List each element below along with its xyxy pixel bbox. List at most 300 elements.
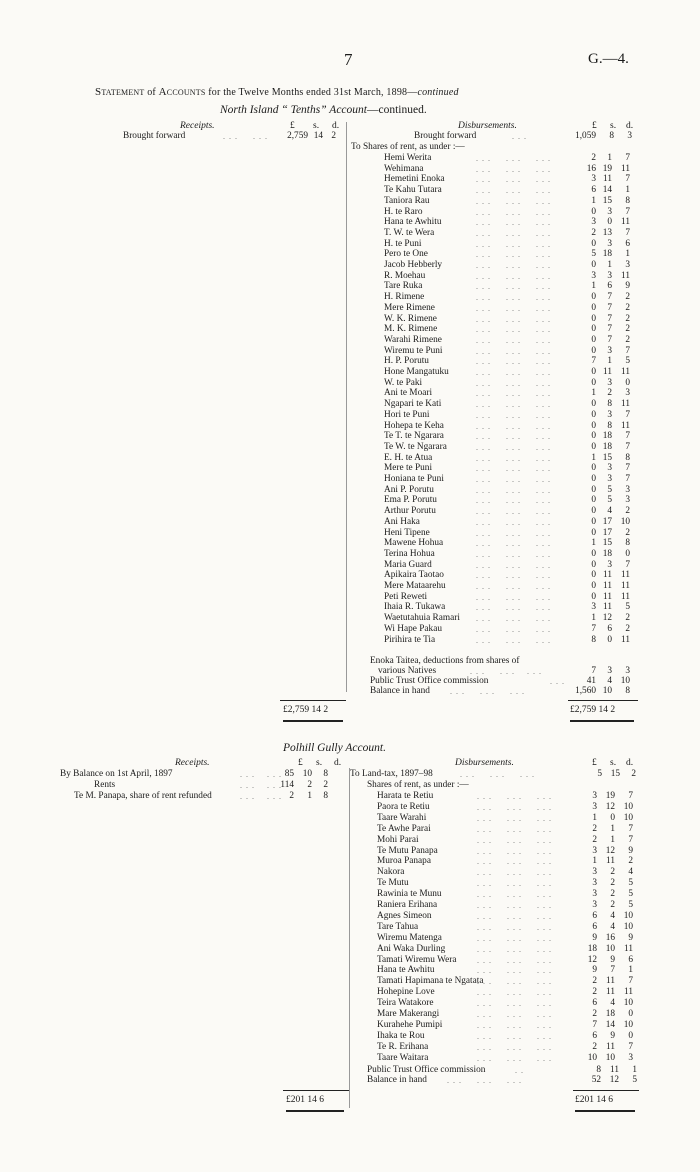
polhill-share-row-label: Wiremu Matenga xyxy=(377,932,442,943)
leader-dots: . . . . . . . . . xyxy=(477,1053,552,1063)
polhill-share-row-pounds: 2 xyxy=(592,823,597,834)
share-row xyxy=(384,399,654,410)
share-row-pence: 8 xyxy=(625,452,630,463)
share-row xyxy=(384,410,654,421)
column-divider xyxy=(346,122,347,692)
polhill-share-row-pence: 10 xyxy=(623,910,633,921)
share-row-label: H. te Puni xyxy=(384,238,422,249)
polhill-share-row xyxy=(377,846,657,857)
leader-dots: . . . . . . . . . xyxy=(477,911,552,921)
polhill-share-row-label: Hohepine Love xyxy=(377,987,435,998)
share-row-pounds: 0 xyxy=(591,484,596,495)
polhill-share-row-pence: 5 xyxy=(628,889,633,900)
share-row-pence: 0 xyxy=(625,548,630,559)
polhill-share-row-pounds: 6 xyxy=(592,921,597,932)
share-row-shillings: 3 xyxy=(607,559,612,570)
share-row-pence: 2 xyxy=(625,506,630,517)
share-row-pounds: 0 xyxy=(591,302,596,313)
polhill-share-row-label: Paora te Retiu xyxy=(377,801,430,812)
leader-dots: . . . . . . . . . xyxy=(477,868,552,878)
leader-dots: . . . . . . . . . xyxy=(476,539,551,549)
share-row-pence: 11 xyxy=(621,217,630,228)
tenths-account-heading: North Island “ Tenths” Account—continued. xyxy=(220,104,427,116)
receipts-pound-heading: £ xyxy=(290,121,295,131)
polhill-share-row-pounds: 7 xyxy=(592,1019,597,1030)
polhill-share-row xyxy=(377,1009,657,1020)
leader-dots: . . . . . . . . . xyxy=(476,549,551,559)
enoka-deduction-row: various Natives . . . . . . . . . 7 3 3 xyxy=(378,666,630,676)
polhill-share-row xyxy=(377,976,657,987)
share-row-pence: 7 xyxy=(625,474,630,484)
polhill-share-row-pence: 7 xyxy=(628,1041,633,1052)
leader-dots: . . . . . . . . . xyxy=(476,325,551,335)
receipts-heading: Receipts. xyxy=(180,121,215,131)
disb-shares-heading: To Shares of rent, as under :— xyxy=(351,142,465,152)
share-row xyxy=(384,431,654,442)
polhill-receipt-row xyxy=(74,791,350,802)
balance-row: Balance in hand . . . . . . . . . 1,560 10 8 xyxy=(370,686,630,696)
document-code: G.—4. xyxy=(588,51,629,67)
share-row xyxy=(384,174,654,185)
leader-dots: . . . . . . . . . xyxy=(477,977,552,987)
polhill-share-row-label: Tamati Wiremu Wera xyxy=(377,954,457,965)
share-row-pence: 2 xyxy=(625,302,630,313)
share-row xyxy=(384,528,654,539)
share-row xyxy=(384,421,654,432)
share-row-label: Hemi Werita xyxy=(384,153,432,163)
share-row-shillings: 11 xyxy=(603,570,612,581)
leader-dots: . . . . . . . . . xyxy=(477,955,552,965)
polhill-share-row xyxy=(377,987,657,998)
leader-dots: . . . . . . . . . xyxy=(476,271,551,281)
share-row-pounds: 8 xyxy=(591,634,596,645)
share-row-pence: 2 xyxy=(625,613,630,624)
polhill-share-row-pence: 10 xyxy=(623,801,633,812)
polhill-share-row-shillings: 10 xyxy=(605,1052,615,1063)
leader-dots: . . . . . . . . . xyxy=(476,517,551,527)
leader-dots: . . . . . . . . . xyxy=(477,901,552,910)
polhill-share-row-label: Raniera Erihana xyxy=(377,900,438,910)
share-row xyxy=(384,538,654,549)
share-row-pounds: 7 xyxy=(591,356,596,367)
share-row-pence: 1 xyxy=(625,185,630,196)
share-row-shillings: 7 xyxy=(607,292,612,303)
share-row-shillings: 0 xyxy=(607,634,612,645)
share-row-label: Maria Guard xyxy=(384,559,432,570)
polhill-shares-heading: Shares of rent, as under :— xyxy=(367,780,469,790)
share-row-shillings: 3 xyxy=(607,377,612,388)
share-row-pence: 11 xyxy=(621,270,630,281)
polhill-receipt-row-shillings: 10 xyxy=(302,769,312,779)
share-row xyxy=(384,292,654,303)
polhill-share-row-pence: 9 xyxy=(628,845,633,856)
share-row-shillings: 7 xyxy=(607,313,612,324)
share-row-shillings: 3 xyxy=(607,345,612,356)
leader-dots: . . . . . . . . . xyxy=(476,196,551,206)
polhill-share-row-shillings: 9 xyxy=(610,954,615,965)
polhill-share-row-pounds: 12 xyxy=(587,954,597,965)
share-row xyxy=(384,249,654,260)
leader-dots: . . . . . . . . . xyxy=(476,485,551,495)
leader-dots: . . . . . . . . . xyxy=(476,635,551,645)
leader-dots: . . . . . . . . . xyxy=(476,528,551,538)
share-row-shillings: 12 xyxy=(602,613,612,624)
polhill-share-row-label: Tamati Hapimana te Ngatata xyxy=(377,976,484,987)
share-row-shillings: 8 xyxy=(607,399,612,410)
leader-dots: . . . . . . . . . xyxy=(476,603,551,613)
share-row xyxy=(384,453,654,464)
polhill-receipt-row-pounds: 114 xyxy=(280,780,294,790)
share-row-shillings: 11 xyxy=(603,367,612,377)
polhill-share-row-pence: 2 xyxy=(628,856,633,867)
share-row-label: Jacob Hebberly xyxy=(384,260,443,270)
share-row-pounds: 5 xyxy=(591,249,596,260)
share-row xyxy=(384,442,654,453)
share-row-pounds: 0 xyxy=(591,548,596,559)
share-row-pounds: 0 xyxy=(591,313,596,324)
polhill-disb-total-double-rule xyxy=(575,1110,635,1112)
share-row-pounds: 0 xyxy=(591,377,596,388)
share-row xyxy=(384,485,654,496)
polhill-share-row-pounds: 3 xyxy=(592,845,597,856)
polhill-share-row-shillings: 2 xyxy=(610,867,615,878)
polhill-disb-pence-heading: d. xyxy=(626,758,634,768)
share-row-shillings: 6 xyxy=(607,281,612,292)
leader-dots: . . . . . . . . . xyxy=(476,207,551,217)
share-row xyxy=(384,228,654,239)
share-row-shillings: 3 xyxy=(607,270,612,281)
share-row xyxy=(384,185,654,196)
polhill-share-row-pence: 10 xyxy=(623,921,633,932)
share-row-label: M. K. Rimene xyxy=(384,324,438,335)
share-row-pounds: 0 xyxy=(591,516,596,527)
polhill-share-row-pounds: 2 xyxy=(592,1009,597,1019)
share-row-label: Pirihira te Tia xyxy=(384,634,436,645)
polhill-share-row-pence: 6 xyxy=(628,954,633,965)
polhill-disb-total: £201 14 6 xyxy=(575,1095,613,1105)
leader-dots: . . . . . . xyxy=(240,792,282,801)
share-row-label: Taniora Rau xyxy=(384,195,430,206)
polhill-share-row-pounds: 3 xyxy=(592,900,597,910)
polhill-share-row-pounds: 2 xyxy=(592,976,597,987)
polhill-receipt-row-label: Rents xyxy=(94,780,116,790)
share-row-pounds: 0 xyxy=(591,441,596,452)
polhill-share-row-pence: 4 xyxy=(628,867,633,878)
share-row-pence: 11 xyxy=(621,591,630,602)
polhill-share-row xyxy=(377,802,657,813)
polhill-share-row-pence: 7 xyxy=(628,823,633,834)
share-row-shillings: 15 xyxy=(602,452,612,463)
polhill-share-row xyxy=(377,955,657,966)
share-row-shillings: 8 xyxy=(607,420,612,431)
share-row-label: Ngapari te Kati xyxy=(384,399,442,410)
share-row-shillings: 1 xyxy=(607,260,612,270)
share-row-shillings: 3 xyxy=(607,463,612,474)
share-row-shillings: 15 xyxy=(602,538,612,549)
share-row-pounds: 0 xyxy=(591,420,596,431)
polhill-share-row-label: Te Awhe Parai xyxy=(377,823,431,834)
share-row-pence: 2 xyxy=(625,313,630,324)
share-row-pence: 9 xyxy=(625,281,630,292)
share-row-label: Wiremu te Puni xyxy=(384,345,443,356)
polhill-share-row-pounds: 3 xyxy=(592,791,597,801)
polhill-share-row-label: Mare Makerangi xyxy=(377,1009,440,1019)
leader-dots: . . . . . . . . . xyxy=(476,228,551,238)
leader-dots: . . . . . . . . . xyxy=(477,933,552,943)
polhill-share-row-pounds: 3 xyxy=(592,889,597,900)
share-row-pounds: 0 xyxy=(591,238,596,249)
share-row-pence: 2 xyxy=(625,527,630,538)
polhill-share-row-pounds: 1 xyxy=(592,856,597,867)
share-row-label: Ani Haka xyxy=(384,516,420,527)
leader-dots: . . . . . . . . . xyxy=(476,186,551,196)
share-row-pounds: 0 xyxy=(591,591,596,602)
polhill-receipt-row-label: Te M. Panapa, share of rent refunded xyxy=(74,791,212,801)
statement-title: Statement of Accounts for the Twelve Months ended 31st March, 1898—continued xyxy=(95,86,459,98)
share-row-pounds: 0 xyxy=(591,367,596,377)
leader-dots: . . . . . . . . . xyxy=(476,464,551,474)
polhill-share-row xyxy=(377,944,657,955)
leader-dots: . . . . . . . . . xyxy=(476,378,551,388)
share-row-label: Ani P. Porutu xyxy=(384,484,434,495)
share-row-pounds: 0 xyxy=(591,409,596,420)
commission-row: Public Trust Office commission . . . 41 4 10 xyxy=(370,676,630,686)
share-row-label: Waetutahuia Ramari xyxy=(384,613,460,624)
share-row xyxy=(384,560,654,571)
share-row-label: Ani te Moari xyxy=(384,388,433,399)
disb-total: £2,759 14 2 xyxy=(570,705,616,715)
share-row xyxy=(384,239,654,250)
polhill-share-row-label: Hana te Awhitu xyxy=(377,965,435,976)
polhill-share-row-pounds: 3 xyxy=(592,878,597,889)
polhill-share-row-shillings: 19 xyxy=(605,791,615,801)
share-row-pounds: 3 xyxy=(591,174,596,185)
leader-dots: . . . . . . . . . xyxy=(476,592,551,602)
receipts-total-rule xyxy=(280,700,346,701)
share-row-shillings: 1 xyxy=(607,153,612,163)
polhill-share-row xyxy=(377,900,657,911)
share-row-pence: 3 xyxy=(625,495,630,506)
polhill-share-row-pounds: 6 xyxy=(592,910,597,921)
share-row xyxy=(384,613,654,624)
share-row-pounds: 0 xyxy=(591,570,596,581)
polhill-share-row-pounds: 6 xyxy=(592,1030,597,1041)
polhill-share-row-label: Muroa Panapa xyxy=(377,856,431,867)
polhill-receipts-pence-heading: d. xyxy=(334,758,342,768)
disb-brought-forward-row: Brought forward . . . 1,059 8 3 xyxy=(414,131,632,141)
land-tax-row: To Land-tax, 1897–98 . . . . . . . . . 5 15 2 xyxy=(350,769,636,779)
share-row-pence: 3 xyxy=(625,388,630,399)
leader-dots: . . . . . . . . . xyxy=(476,357,551,367)
share-row-pounds: 1 xyxy=(591,538,596,549)
share-row-shillings: 5 xyxy=(607,484,612,495)
leader-dots: . . . . . . . . . xyxy=(477,890,552,900)
polhill-share-row-shillings: 9 xyxy=(610,1030,615,1041)
share-row-pounds: 0 xyxy=(591,527,596,538)
share-row-pounds: 16 xyxy=(586,163,596,174)
polhill-receipts-pound-heading: £ xyxy=(298,758,303,768)
leader-dots: . . . . . . . . . xyxy=(476,389,551,399)
polhill-share-row xyxy=(377,889,657,900)
leader-dots: . . . . . . . . . xyxy=(476,314,551,324)
polhill-share-row-pence: 7 xyxy=(628,976,633,987)
share-row-shillings: 4 xyxy=(607,506,612,517)
polhill-disb-shilling-heading: s. xyxy=(610,758,617,768)
polhill-receipt-row xyxy=(60,769,350,780)
share-row-shillings: 6 xyxy=(607,623,612,634)
share-row xyxy=(384,570,654,581)
polhill-disbursements-heading: Disbursements. xyxy=(455,758,514,768)
polhill-share-row xyxy=(377,1020,657,1031)
polhill-share-row-shillings: 1 xyxy=(610,834,615,845)
share-row-label: Hemetini Enoka xyxy=(384,174,445,185)
share-row-pence: 7 xyxy=(625,431,630,442)
leader-dots: . . . . . . . . . xyxy=(477,922,552,932)
share-row-pence: 5 xyxy=(625,602,630,613)
polhill-receipt-row-pounds: 2 xyxy=(289,791,294,801)
polhill-receipt-row xyxy=(94,780,350,791)
leader-dots: . . . . . . . . . xyxy=(477,1010,552,1019)
share-row-label: Warahi Rimene xyxy=(384,334,442,345)
polhill-share-row-shillings: 11 xyxy=(606,976,615,987)
share-row xyxy=(384,356,654,367)
leader-dots: . . . . . . . . . xyxy=(476,218,551,228)
leader-dots: . . . . . . . . . xyxy=(477,824,552,834)
share-row xyxy=(384,549,654,560)
receipts-pence-heading: d. xyxy=(332,121,340,131)
polhill-share-row-shillings: 4 xyxy=(610,910,615,921)
polhill-share-row-shillings: 7 xyxy=(610,965,615,976)
share-row xyxy=(384,388,654,399)
polhill-share-row xyxy=(377,867,657,878)
polhill-receipt-row-pence: 2 xyxy=(323,780,328,790)
leader-dots: . . . . . . . . . xyxy=(477,966,552,976)
share-row-pence: 7 xyxy=(625,227,630,238)
polhill-share-row-label: Nakora xyxy=(377,867,405,878)
share-row xyxy=(384,196,654,207)
share-row xyxy=(384,314,654,325)
share-row-label: Hori te Puni xyxy=(384,409,430,420)
share-row-label: H. Rimene xyxy=(384,292,425,303)
leader-dots: . . . . . . . . . xyxy=(476,442,551,452)
polhill-share-row-pence: 10 xyxy=(623,812,633,823)
leader-dots: . . . . . . . . . xyxy=(476,175,551,185)
polhill-share-row xyxy=(377,1042,657,1053)
share-row-label: Hana te Awhitu xyxy=(384,217,442,228)
polhill-balance-row: Balance in hand . . . . . . . . . 52 12 5 xyxy=(367,1075,637,1085)
share-row xyxy=(384,495,654,506)
polhill-share-row-pounds: 10 xyxy=(587,1052,597,1063)
share-row-shillings: 3 xyxy=(607,206,612,217)
share-row-label: W. te Paki xyxy=(384,377,423,388)
share-row-pounds: 0 xyxy=(591,260,596,270)
share-row-pounds: 0 xyxy=(591,559,596,570)
share-row-pence: 3 xyxy=(625,484,630,495)
share-row-pence: 11 xyxy=(621,570,630,581)
share-row-shillings: 5 xyxy=(607,495,612,506)
leader-dots: . . . . . . . . . xyxy=(476,507,551,517)
polhill-share-row-shillings: 4 xyxy=(610,998,615,1009)
polhill-receipts-total-rule xyxy=(283,1090,349,1091)
share-row-label: Wi Hape Pakau xyxy=(384,623,442,634)
share-row-label: Mawene Hohua xyxy=(384,538,444,549)
polhill-share-row-pounds: 9 xyxy=(592,932,597,943)
share-row-pence: 11 xyxy=(621,420,630,431)
share-row xyxy=(384,271,654,282)
polhill-receipt-row-label: By Balance on 1st April, 1897 xyxy=(60,769,173,779)
polhill-share-row-pounds: 2 xyxy=(592,987,597,998)
polhill-receipt-row-shillings: 2 xyxy=(307,780,312,790)
leader-dots: . . . . . . . . . xyxy=(476,560,551,570)
leader-dots: . . . . . . . . . xyxy=(477,1042,552,1052)
leader-dots: . . . . . . . . . xyxy=(476,614,551,624)
share-row xyxy=(384,592,654,603)
polhill-share-row-shillings: 2 xyxy=(610,900,615,910)
share-row-label: Te Kahu Tutara xyxy=(384,185,442,196)
leader-dots: . . . . . . . . . xyxy=(476,154,551,163)
polhill-share-row-shillings: 18 xyxy=(605,1009,615,1019)
share-row-pounds: 0 xyxy=(591,463,596,474)
share-row-label: H. P. Porutu xyxy=(384,356,429,367)
polhill-share-row-pounds: 6 xyxy=(592,998,597,1009)
share-row-label: R. Moehau xyxy=(384,270,426,281)
polhill-share-row-pence: 5 xyxy=(628,878,633,889)
share-row xyxy=(384,635,654,646)
polhill-receipt-row-pence: 8 xyxy=(323,791,328,801)
share-row-pence: 7 xyxy=(625,174,630,185)
share-row-shillings: 7 xyxy=(607,324,612,335)
share-row-pounds: 2 xyxy=(591,153,596,163)
share-row-pence: 5 xyxy=(625,356,630,367)
polhill-share-row-pounds: 3 xyxy=(592,801,597,812)
polhill-share-row xyxy=(377,824,657,835)
enoka-deduction-line1: Enoka Taitea, deductions from shares of xyxy=(370,656,520,666)
polhill-share-row-label: Ihaka te Rou xyxy=(377,1030,425,1041)
share-row-shillings: 0 xyxy=(607,217,612,228)
polhill-share-row-label: Agnes Simeon xyxy=(377,910,432,921)
polhill-share-row-label: Te R. Erihana xyxy=(377,1041,429,1052)
polhill-share-row-pounds: 9 xyxy=(592,965,597,976)
disb-total-rule xyxy=(568,700,638,701)
polhill-share-row xyxy=(377,933,657,944)
share-row-pence: 11 xyxy=(621,581,630,591)
share-row-label: Peti Reweti xyxy=(384,591,428,602)
share-row-shillings: 18 xyxy=(602,548,612,559)
polhill-share-row xyxy=(377,998,657,1009)
polhill-disb-pound-heading: £ xyxy=(592,758,597,768)
disb-pence-heading: d. xyxy=(626,121,634,131)
polhill-share-row-pounds: 2 xyxy=(592,1041,597,1052)
share-row-pence: 1 xyxy=(625,249,630,260)
share-row-shillings: 3 xyxy=(607,474,612,484)
share-row-label: Heni Tipene xyxy=(384,527,430,538)
polhill-share-row-pence: 0 xyxy=(628,1009,633,1019)
share-row-shillings: 3 xyxy=(607,409,612,420)
leader-dots: . . . . . . . . . xyxy=(477,802,552,812)
share-row-shillings: 7 xyxy=(607,334,612,345)
polhill-share-row-shillings: 12 xyxy=(605,801,615,812)
share-row-shillings: 13 xyxy=(602,227,612,238)
share-row xyxy=(384,517,654,528)
share-row-label: Hone Mangatuku xyxy=(384,367,449,377)
share-row-shillings: 11 xyxy=(603,581,612,591)
polhill-share-row-shillings: 11 xyxy=(606,987,615,998)
share-row xyxy=(384,335,654,346)
share-row-pounds: 3 xyxy=(591,217,596,228)
polhill-share-row-shillings: 14 xyxy=(605,1019,615,1030)
leader-dots: . . . . . . . . . xyxy=(477,835,552,845)
share-row-pounds: 0 xyxy=(591,431,596,442)
